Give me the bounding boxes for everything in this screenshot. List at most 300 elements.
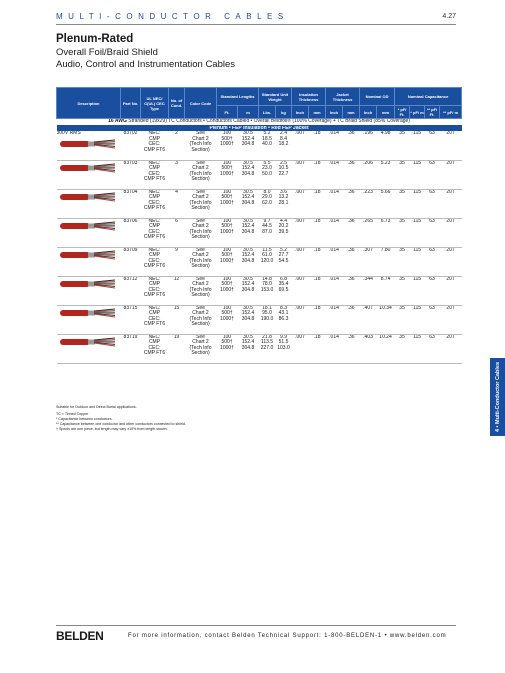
- od-mm-value: 7.80: [380, 247, 391, 253]
- ul-type-line: CEC:: [148, 344, 161, 351]
- cable-description: [57, 160, 121, 189]
- cap-value: 115: [413, 334, 422, 340]
- length-ft: [217, 189, 238, 218]
- sub-ft: Ft.: [217, 106, 238, 119]
- cap-value: 115: [413, 247, 422, 253]
- no-cond: [169, 189, 185, 218]
- cond-count: 12: [173, 276, 180, 282]
- jacket-inch-value: .014: [329, 276, 339, 282]
- col-unit-weight: Standard Unit Weight: [259, 88, 292, 106]
- length-ft: [217, 334, 238, 363]
- color-code-line: See: [196, 305, 205, 311]
- jacket-mm-value: .36: [347, 305, 355, 311]
- part-no-text: 83703: [123, 160, 138, 166]
- jacket-inch: [326, 247, 343, 276]
- ul-type: [141, 276, 169, 305]
- weight-kg: [276, 218, 292, 247]
- ul-type: [141, 218, 169, 247]
- ul-type-line: CEC:: [148, 170, 161, 177]
- ul-type-line: CEC:: [148, 141, 161, 148]
- weight-lbs-value: 95.0: [262, 310, 272, 317]
- weight-lbs-value: 190.0: [260, 315, 274, 322]
- weight-lbs-value: 40.0: [262, 141, 272, 148]
- weight-kg-value: 43.1: [278, 310, 289, 317]
- cond-count: 2: [175, 131, 178, 137]
- cable-description: [57, 218, 121, 247]
- cap-value: 35: [399, 334, 405, 340]
- jacket-inch: [326, 160, 343, 189]
- length-ft: [217, 276, 238, 305]
- ins-mm-value: .18: [313, 218, 321, 224]
- weight-lbs-value: 29.0: [262, 194, 272, 201]
- length-ft: [217, 160, 238, 189]
- weight-kg-value: 39.5: [278, 228, 289, 235]
- weight-kg-value: 9.9: [280, 334, 287, 340]
- sub-od-inch: Inch: [360, 106, 377, 119]
- color-code-line: Section): [191, 176, 210, 183]
- jacket-mm-value: .36: [347, 160, 355, 166]
- color-code-line: Section): [191, 234, 210, 241]
- length-m: [238, 189, 259, 218]
- ul-type-line: NEC:: [148, 334, 161, 340]
- jacket-mm-value: .36: [347, 218, 355, 224]
- length-m-value: 304.8: [241, 315, 255, 322]
- length-m-value: 152.4: [241, 165, 255, 172]
- part-no-text: 83719: [123, 334, 138, 340]
- cap-pf-ft-b: [425, 305, 440, 334]
- ins-mm-value: .18: [313, 247, 321, 253]
- jacket-inch-value: .014: [329, 305, 339, 311]
- no-cond: [169, 276, 185, 305]
- cap-pf-m-a: [410, 276, 425, 305]
- cond-count: 15: [173, 305, 180, 311]
- od-mm-value: 4.98: [380, 131, 391, 137]
- no-cond: [169, 218, 185, 247]
- cap-pf-m-a: [410, 160, 425, 189]
- length-m-value: 30.5: [243, 160, 253, 166]
- section-side-tab: [490, 358, 505, 436]
- cable-description: [57, 276, 121, 305]
- header-divider: [56, 24, 456, 25]
- cap-value: 63: [429, 247, 435, 253]
- cap-value: 207: [446, 160, 455, 166]
- length-ft-value: 100: [222, 334, 232, 340]
- ins-mm-value: .18: [313, 160, 321, 166]
- cable-illustration: [60, 278, 116, 290]
- weight-kg-value: 8.4: [280, 135, 287, 142]
- part-number: [121, 276, 141, 305]
- ul-type-line: NEC:: [148, 189, 161, 195]
- length-m-value: 304.8: [241, 199, 255, 206]
- part-number: [121, 334, 141, 363]
- od-mm: [377, 305, 395, 334]
- od-mm-value: 8.74: [380, 276, 391, 282]
- ins-inch: [292, 334, 309, 363]
- jacket-inch: [326, 305, 343, 334]
- ul-type-line: CMP: [148, 194, 161, 201]
- belden-logo: BELDEN: [56, 629, 104, 643]
- length-m-value: 304.8: [241, 141, 255, 148]
- cap-value: 63: [429, 131, 435, 137]
- length-ft-value: 500†: [221, 165, 233, 172]
- color-code-line: Section): [191, 146, 210, 153]
- ins-inch: [292, 247, 309, 276]
- jacket-mm: [343, 334, 360, 363]
- cable-illustration: [60, 138, 116, 150]
- weight-kg: [276, 247, 292, 276]
- weight-kg-value: 8.3: [280, 305, 287, 311]
- ul-type-line: CMP FT6: [143, 263, 166, 270]
- color-code-line: Chart 2: [192, 252, 209, 259]
- ul-type-line: CMP: [148, 310, 161, 317]
- jacket-mm: [343, 276, 360, 305]
- length-m-value: 152.4: [241, 252, 255, 259]
- footer-contact: For more information, contact Belden Technical Support: 1-800-BELDEN-1 • www.belden.com: [128, 633, 447, 639]
- ul-type-line: CMP: [148, 281, 161, 288]
- weight-kg: [276, 189, 292, 218]
- cap-value: 207: [446, 247, 455, 253]
- cable-illustration: [60, 220, 116, 232]
- color-code-line: See: [196, 247, 205, 253]
- color-code-line: Section): [191, 205, 210, 212]
- cap-pf-ft-a: [395, 305, 410, 334]
- od-inch: [360, 334, 377, 363]
- length-ft: [217, 218, 238, 247]
- note-cap-b: ** Capacitance between one conductor and other conductors connected to shield.: [56, 422, 186, 426]
- weight-kg-value: 13.2: [278, 194, 289, 201]
- cap-value: 63: [429, 334, 435, 340]
- length-ft-value: 1000†: [220, 170, 234, 177]
- od-inch: [360, 305, 377, 334]
- color-code-line: Chart 2: [192, 165, 209, 172]
- weight-kg: [276, 131, 292, 160]
- ins-inch-value: .007: [295, 276, 305, 282]
- jacket-mm: [343, 305, 360, 334]
- ul-type-line: NEC:: [148, 131, 161, 137]
- length-ft: [217, 131, 238, 160]
- ul-type: [141, 160, 169, 189]
- part-no-text: 83712: [123, 276, 138, 282]
- length-ft-value: 500†: [221, 281, 233, 288]
- weight-lbs: [259, 276, 276, 305]
- od-inch: [360, 218, 377, 247]
- cap-pf-ft-b: [425, 247, 440, 276]
- ins-mm-value: .18: [313, 131, 321, 137]
- length-ft-value: 1000†: [220, 286, 234, 293]
- weight-kg-value: 3.6: [280, 189, 287, 195]
- no-cond: [169, 334, 185, 363]
- note-spools: † Spools are one piece, but length may vary ±10% from length shown.: [56, 427, 168, 431]
- length-m-value: 304.8: [241, 257, 255, 264]
- od-mm-value: 5.23: [380, 160, 391, 166]
- weight-lbs: [259, 305, 276, 334]
- length-m: [238, 247, 259, 276]
- ins-mm: [309, 218, 326, 247]
- table-row: [57, 276, 462, 305]
- awg-text: Stranded (19x29) TC Conductors • Conductors Cabled • Overall Beldfoil® (100% Coverage) + TC Braid Shield (85% Coverage): [128, 118, 410, 124]
- od-mm: [377, 189, 395, 218]
- cap-pf-ft-a: [395, 276, 410, 305]
- sub-pf-ft-a: * pF/ Ft.: [395, 106, 410, 119]
- color-code-line: See: [196, 276, 205, 282]
- od-inch: [360, 131, 377, 160]
- cap-value: 63: [429, 189, 435, 195]
- cap-value: 207: [446, 305, 455, 311]
- color-code-line: Chart 2: [192, 135, 209, 142]
- jacket-mm: [343, 218, 360, 247]
- color-code: [185, 276, 217, 305]
- color-code-line: See: [196, 160, 205, 166]
- cap-pf-ft-a: [395, 189, 410, 218]
- cap-value: 63: [429, 305, 435, 311]
- ul-type-line: CMP FT6: [143, 205, 166, 212]
- weight-kg: [276, 305, 292, 334]
- cap-pf-ft-a: [395, 131, 410, 160]
- length-m: [238, 334, 259, 363]
- sub-pf-ft-b: ** pF/ Ft.: [425, 106, 440, 119]
- length-ft-value: 100: [222, 305, 232, 311]
- weight-lbs: [259, 247, 276, 276]
- col-insulation-thickness: Insulation Thickness: [292, 88, 326, 106]
- page-number: 4.27: [442, 13, 456, 20]
- cable-illustration: [60, 162, 116, 174]
- cap-pf-ft-b: [425, 334, 440, 363]
- od-inch-value: .307: [363, 247, 373, 253]
- cable-description: [57, 247, 121, 276]
- ins-inch: [292, 189, 309, 218]
- color-code-line: Chart 2: [192, 281, 209, 288]
- jacket-inch: [326, 334, 343, 363]
- cap-value: 115: [413, 305, 422, 311]
- ul-type-line: CMP FT6: [143, 176, 166, 183]
- cond-count: 19: [173, 334, 180, 340]
- length-ft-value: 500†: [221, 223, 233, 230]
- length-m-value: 152.4: [241, 194, 255, 201]
- cap-value: 35: [399, 218, 405, 224]
- ins-inch: [292, 131, 309, 160]
- col-jacket-thickness: Jacket Thickness: [326, 88, 360, 106]
- col-nominal-od: Nominal OD: [360, 88, 395, 106]
- weight-kg-value: 2.5: [280, 160, 287, 166]
- cap-value: 115: [413, 189, 422, 195]
- length-ft-value: 500†: [221, 135, 233, 142]
- ul-type-line: CEC:: [148, 228, 161, 235]
- cap-pf-m-b: [440, 276, 462, 305]
- color-code: [185, 334, 217, 363]
- ul-type-line: CMP FT6: [143, 292, 166, 299]
- cap-pf-ft-a: [395, 334, 410, 363]
- weight-lbs-value: 18.1: [262, 305, 272, 311]
- cap-pf-ft-b: [425, 131, 440, 160]
- part-number: [121, 189, 141, 218]
- od-inch-value: .265: [363, 218, 373, 224]
- table-row: [57, 131, 462, 160]
- weight-kg-value: 51.5: [278, 339, 289, 346]
- od-inch-value: .344: [363, 276, 373, 282]
- ins-mm: [309, 247, 326, 276]
- part-number: [121, 218, 141, 247]
- od-mm: [377, 247, 395, 276]
- cable-illustration: [60, 191, 116, 203]
- ins-inch-value: .007: [295, 131, 305, 137]
- weight-lbs-value: 113.5: [260, 339, 274, 346]
- jacket-inch-value: .014: [329, 189, 339, 195]
- ins-mm-value: .18: [313, 334, 321, 340]
- section-title: MULTI-CONDUCTOR CABLES: [56, 12, 289, 21]
- weight-kg-value: 86.3: [278, 315, 289, 322]
- weight-lbs-value: 78.0: [262, 281, 272, 288]
- color-code-line: Section): [191, 321, 210, 328]
- length-ft-value: 100: [222, 189, 232, 195]
- length-ft-value: 100: [222, 276, 232, 282]
- color-code-line: See: [196, 218, 205, 224]
- cap-pf-m-a: [410, 334, 425, 363]
- color-code: [185, 305, 217, 334]
- ul-type-line: CMP FT6: [143, 321, 166, 328]
- length-m-value: 30.5: [243, 305, 253, 311]
- length-m: [238, 276, 259, 305]
- weight-kg-value: 20.2: [278, 223, 289, 230]
- weight-kg-value: 28.1: [278, 199, 289, 206]
- cable-description: [57, 334, 121, 363]
- ul-type-line: CMP: [148, 165, 161, 172]
- weight-lbs-value: 18.5: [262, 135, 272, 142]
- jacket-inch-value: .014: [329, 131, 339, 137]
- weight-lbs-value: 5.5: [263, 160, 271, 166]
- color-code-line: (Tech Info: [189, 170, 212, 177]
- insulation-bar: Plenum • FEP Insulation • Red FEP Jacket: [57, 125, 462, 131]
- weight-kg: [276, 276, 292, 305]
- length-ft-value: 500†: [221, 194, 233, 201]
- color-code-line: See: [196, 334, 205, 340]
- sub-jk-mm: mm: [343, 106, 360, 119]
- ul-type-line: NEC:: [148, 305, 161, 311]
- length-ft-value: 500†: [221, 252, 233, 259]
- weight-lbs-value: 14.8: [262, 276, 272, 282]
- length-ft-value: 100: [222, 131, 232, 137]
- cable-description: [57, 305, 121, 334]
- no-cond: [169, 247, 185, 276]
- length-ft-value: 100: [222, 247, 232, 253]
- weight-lbs-value: 50.0: [262, 170, 272, 177]
- cap-pf-ft-a: [395, 160, 410, 189]
- cap-pf-ft-b: [425, 189, 440, 218]
- length-m-value: 152.4: [241, 223, 255, 230]
- length-m-value: 30.5: [243, 334, 253, 340]
- color-code: [185, 160, 217, 189]
- ul-type-line: NEC:: [148, 218, 161, 224]
- ul-type-line: CMP: [148, 135, 161, 142]
- sub-ins-mm: mm: [309, 106, 326, 119]
- length-m-value: 152.4: [241, 135, 255, 142]
- ul-type: [141, 334, 169, 363]
- sub-m: m: [238, 106, 259, 119]
- ul-type: [141, 189, 169, 218]
- jacket-mm-value: .36: [347, 247, 355, 253]
- length-m-value: 152.4: [241, 339, 255, 346]
- cable-description: [57, 189, 121, 218]
- length-ft-value: 500†: [221, 310, 233, 317]
- weight-lbs: [259, 131, 276, 160]
- sub-od-mm: mm: [377, 106, 395, 119]
- footer-divider: [56, 625, 456, 626]
- color-code: [185, 189, 217, 218]
- od-mm-value: 10.34: [379, 305, 392, 311]
- col-part-no: Part No.: [121, 88, 141, 119]
- od-mm: [377, 276, 395, 305]
- part-number: [121, 160, 141, 189]
- color-code: [185, 131, 217, 160]
- product-rows: [57, 131, 462, 363]
- cap-pf-m-a: [410, 305, 425, 334]
- cap-value: 207: [446, 131, 455, 137]
- jacket-inch: [326, 131, 343, 160]
- ins-mm: [309, 276, 326, 305]
- cable-illustration: [60, 336, 116, 348]
- cap-pf-ft-b: [425, 218, 440, 247]
- part-no-text: 83715: [123, 305, 138, 311]
- col-no-cond: No. of Cond.: [169, 88, 185, 119]
- ul-type-line: CMP: [148, 339, 161, 346]
- cond-count: 9: [175, 247, 178, 253]
- no-cond: [169, 160, 185, 189]
- length-m-value: 152.4: [241, 281, 255, 288]
- cap-pf-m-a: [410, 189, 425, 218]
- cap-pf-m-a: [410, 131, 425, 160]
- od-mm: [377, 131, 395, 160]
- color-code-line: Chart 2: [192, 310, 209, 317]
- length-m-value: 304.8: [241, 228, 255, 235]
- length-ft: [217, 305, 238, 334]
- footnotes: [56, 405, 186, 432]
- length-ft-value: 1000†: [220, 141, 234, 148]
- length-ft-value: 1000†: [220, 228, 234, 235]
- cap-value: 207: [446, 276, 455, 282]
- table-row: [57, 247, 462, 276]
- weight-kg-value: 4.4: [280, 218, 287, 224]
- cap-value: 207: [446, 218, 455, 224]
- weight-lbs-value: 87.0: [262, 228, 272, 235]
- weight-kg-value: 18.2: [278, 141, 289, 148]
- od-mm: [377, 160, 395, 189]
- ins-mm: [309, 131, 326, 160]
- color-code-line: Section): [191, 350, 210, 357]
- cap-value: 63: [429, 276, 435, 282]
- weight-lbs-value: 21.8: [262, 334, 272, 340]
- weight-lbs-value: 62.0: [262, 199, 272, 206]
- weight-kg-value: 27.7: [278, 252, 289, 259]
- cap-value: 115: [413, 218, 422, 224]
- col-description: Description: [57, 88, 121, 119]
- ins-inch-value: .007: [295, 247, 305, 253]
- ins-inch: [292, 305, 309, 334]
- color-code-line: See: [196, 131, 205, 137]
- od-inch-value: .407: [363, 305, 373, 311]
- col-standard-lengths: Standard Lengths: [217, 88, 259, 106]
- weight-kg-value: 54.5: [278, 257, 289, 264]
- od-mm-value: 5.66: [380, 189, 391, 195]
- weight-lbs-value: 5.2: [263, 131, 271, 137]
- color-code-line: (Tech Info: [189, 286, 212, 293]
- od-mm-value: 6.73: [380, 218, 391, 224]
- jacket-inch: [326, 189, 343, 218]
- length-m: [238, 160, 259, 189]
- od-inch-value: .403: [363, 334, 373, 340]
- awg-description: [57, 119, 462, 126]
- cap-value: 35: [399, 276, 405, 282]
- color-code-line: (Tech Info: [189, 344, 212, 351]
- ul-type-line: CEC:: [148, 286, 161, 293]
